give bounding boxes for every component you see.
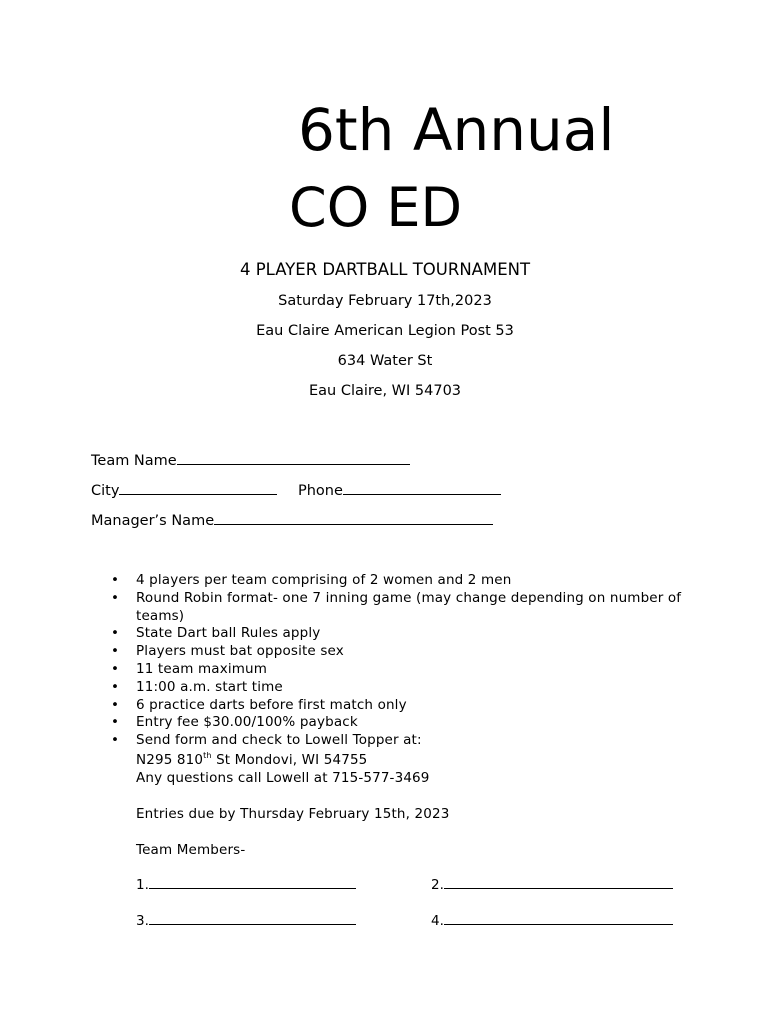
tournament-subtitle: 4 PLAYER DARTBALL TOURNAMENT (239, 260, 531, 279)
entries-due: Entries due by Thursday February 15th, 2023 (136, 806, 450, 822)
team-name-line[interactable] (177, 450, 410, 465)
bullet-icon: • (111, 696, 120, 713)
phone-label: Phone (298, 483, 343, 499)
team-member-field-4[interactable]: 4. (431, 912, 673, 930)
phone-field[interactable] (298, 480, 501, 501)
questions-contact: Any questions call Lowell at 715-577-3469 (136, 770, 430, 786)
bullet-icon: • (111, 660, 120, 677)
list-item: • 11:00 a.m. start time (111, 678, 283, 695)
list-item: • Players must bat opposite sex (111, 643, 344, 660)
rules-list (0, 572, 770, 750)
event-date: Saturday February 17th,2023 (278, 293, 492, 309)
manager-name-line[interactable] (214, 510, 493, 525)
city-line[interactable] (119, 480, 277, 495)
list-item: • Round Robin format- one 7 inning game (may change depending on number of teams) (111, 589, 682, 624)
list-item: • Entry fee $30.00/100% payback (111, 714, 358, 731)
title-line-1: 6th Annual (298, 96, 615, 164)
bullet-icon: • (111, 678, 120, 695)
event-street: 634 Water St (337, 353, 433, 369)
list-item: • 4 players per team comprising of 2 women and 2 men (111, 572, 512, 588)
team-member-line[interactable] (444, 912, 673, 925)
bullet-icon: • (111, 625, 120, 642)
city-field[interactable] (91, 480, 277, 501)
bullet-icon: • (111, 572, 120, 588)
mailing-address: N295 810th St Mondovi, WI 54755 (136, 751, 368, 768)
team-name-label: Team Name (91, 453, 177, 469)
manager-name-label: Manager’s Name (91, 513, 215, 529)
bullet-icon: • (111, 732, 120, 749)
bullet-icon: • (111, 589, 120, 606)
list-item: • 11 team maximum (111, 660, 268, 677)
manager-name-field[interactable] (91, 510, 493, 531)
team-member-line[interactable] (444, 876, 673, 889)
event-city: Eau Claire, WI 54703 (308, 383, 462, 399)
event-venue: Eau Claire American Legion Post 53 (256, 323, 514, 339)
bullet-icon: • (111, 714, 120, 731)
phone-line[interactable] (343, 480, 501, 495)
list-item: • 6 practice darts before first match only (111, 696, 407, 713)
team-member-field-2[interactable]: 2. (431, 876, 673, 894)
team-members-label: Team Members- (136, 842, 246, 858)
team-member-field-1[interactable]: 1. (136, 876, 356, 894)
team-name-field[interactable] (91, 450, 410, 471)
title-line-2: CO ED (289, 176, 463, 239)
team-member-line[interactable] (149, 912, 356, 925)
team-member-line[interactable] (149, 876, 356, 889)
team-member-field-3[interactable]: 3. (136, 912, 356, 930)
city-label: City (91, 483, 120, 499)
list-item: • Send form and check to Lowell Topper at: (111, 732, 422, 749)
list-item: • State Dart ball Rules apply (111, 625, 321, 642)
bullet-icon: • (111, 643, 120, 660)
